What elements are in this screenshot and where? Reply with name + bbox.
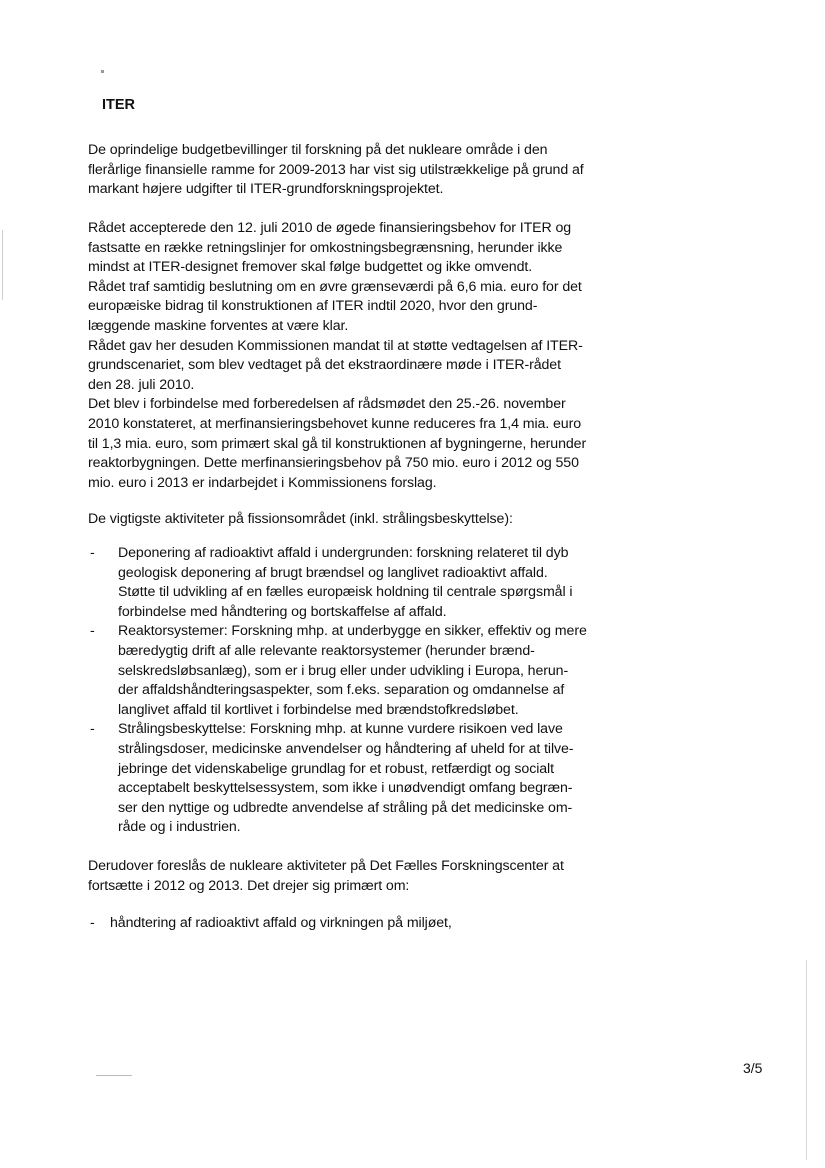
list-item — [88, 720, 588, 838]
list-item-text: Deponering af radioaktivt affald i undergrunden: forskning relateret til dyb geologisk deponering af brugt brændsel og langlivet radioaktivt affald. Støtte til udvikling af en fælles europæisk holdning til centrale spørgsmål i forbindelse med håndtering og bortskaffelse af affald. — [118, 545, 573, 620]
paragraph-fission-intro: De vigtigste aktiviteter på fissionsområdet (inkl. strålingsbeskyttelse): — [88, 511, 513, 527]
scan-speck — [101, 70, 104, 73]
section-heading: ITER — [102, 97, 136, 113]
paragraph-council-3: Rådet gav her desuden Kommissionen mandat til at støtte vedtagelsen af ITER-grundscenariet, som blev vedtaget på det ekstraordinære møde i ITER-rådet den 28. juli 2010. — [88, 337, 583, 393]
scan-edge-right — [806, 960, 807, 1160]
page-number: 3/5 — [743, 1060, 763, 1076]
list-item-text: Strålingsbeskyttelse: Forskning mhp. at kunne vurdere risikoen ved lave strålingsdoser, medicinske anvendelser og håndtering af uheld for at tilve-jebringe det videnskabelige grundlag for et robust, retfærdigt og socialt acceptabelt beskyttelsessystem, som ikke i unødvendigt omfang begræn-ser den nyttige og udbredte anvendelse af stråling på det medicinske om-råde og i industrien. — [118, 721, 574, 836]
paragraph-council-1: Rådet accepterede den 12. juli 2010 de øgede finansieringsbehov for ITER og fastsatte en række retningslinjer for omkostningsbegrænsning, herunder ikke mindst at ITER-designet fremover skal følge budgettet og ikke omvendt. — [88, 220, 572, 276]
bullet-dash: - — [90, 623, 95, 640]
fission-list — [88, 544, 588, 838]
scan-edge-left — [2, 230, 3, 300]
paragraph-council-2: Rådet traf samtidig beslutning om en øvre grænseværdi på 6,6 mia. euro for det europæiske bidrag til konstruktionen af ITER indtil 2020, hvor den grund-læggende maskine forventes at være klar. — [88, 278, 582, 334]
bullet-dash: - — [90, 545, 95, 561]
bullet-dash: - — [90, 721, 95, 738]
paragraph-council-4: Det blev i forbindelse med forberedelsen af rådsmødet den 25.-26. november 2010 konstateret, at merfinansieringsbehovet kunne reduceres fra 1,4 mia. euro til 1,3 mia. euro, som primært skal gå til konstruktionen af bygningerne, herunder reaktorbygningen. Dette merfinansieringsbehov på 750 mio. euro i 2012 og 550 mio. euro i 2013 er indarbejdet i Kommissionens forslag. — [88, 396, 587, 491]
bullet-dash: - — [90, 915, 95, 931]
footer-rule — [96, 1075, 132, 1076]
list-item-text: Reaktorsystemer: Forskning mhp. at underbygge en sikker, effektiv og mere bæredygtig drift af alle relevante reaktorsystemer (herunder brænd-selskredsløbsanlæg), som er i brug eller under udvikling i Europa, herun-der affaldshåndteringsaspekter, som f.eks. separation og omdannelse af langlivet affald til kortlivet i forbindelse med brændstofkredsløbet. — [118, 623, 587, 718]
list-item — [88, 544, 588, 622]
list-item — [88, 622, 588, 720]
list-item-text: håndtering af radioaktivt affald og virkningen på miljøet, — [110, 915, 452, 931]
paragraph-jrc-intro: Derudover foreslås de nukleare aktiviteter på Det Fælles Forskningscenter at fortsætte i 2012 og 2013. Det drejer sig primært om: — [88, 858, 564, 894]
paragraph-intro: De oprindelige budgetbevillinger til forskning på det nukleare område i den flerårlige finansielle ramme for 2009-2013 har vist sig utilstrækkelige på grund af markant højere udgifter til ITER-grundforskningsprojektet. — [88, 142, 584, 198]
paragraph-council-group — [88, 219, 588, 493]
